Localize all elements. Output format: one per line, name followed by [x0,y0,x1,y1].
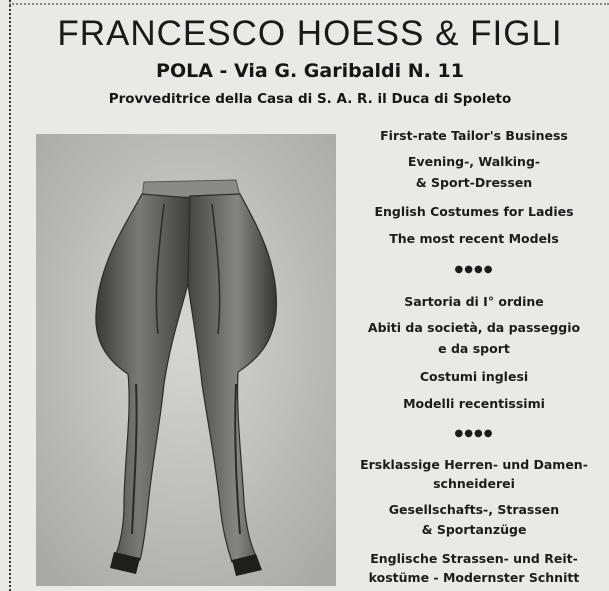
english-line-4: English Costumes for Ladies [374,204,574,219]
english-line-2: Evening-, Walking- [407,154,541,169]
company-address: POLA - Via G. Garibaldi N. 11 [156,60,464,82]
company-title: FRANCESCO HOESS & FIGLI [57,14,563,53]
german-line-3: Gesellschafts-, Strassen [388,502,560,517]
german-line-4: & Sportanzüge [421,522,527,537]
italian-line-5: Modelli recentissimi [403,396,545,411]
german-line-6: kostüme - Modernster Schnitt [368,570,580,585]
german-line-1: Ersklassige Herren- und Damen- [360,457,588,472]
italian-line-2: Abiti da società, da passeggio [367,320,581,335]
english-line-3: & Sport-Dressen [415,175,533,190]
german-line-5: Englische Strassen- und Reit- [370,551,578,566]
english-line-1: First-rate Tailor's Business [380,128,568,143]
separator-dots-2: ●●●● [454,428,494,439]
separator-dots-1: ●●●● [454,264,494,275]
breeches-illustration [36,134,336,586]
italian-line-4: Costumi inglesi [419,369,529,384]
german-line-2: schneiderei [433,476,515,491]
italian-line-1: Sartoria di I° ordine [404,294,544,309]
italian-line-3: e da sport [438,341,510,356]
dotted-border-top [9,3,609,5]
breeches-photo [36,134,336,586]
dotted-border-left [9,0,11,591]
english-line-5: The most recent Models [389,231,559,246]
royal-purveyor-line: Provveditrice della Casa di S. A. R. il Duca di Spoleto [108,91,512,107]
